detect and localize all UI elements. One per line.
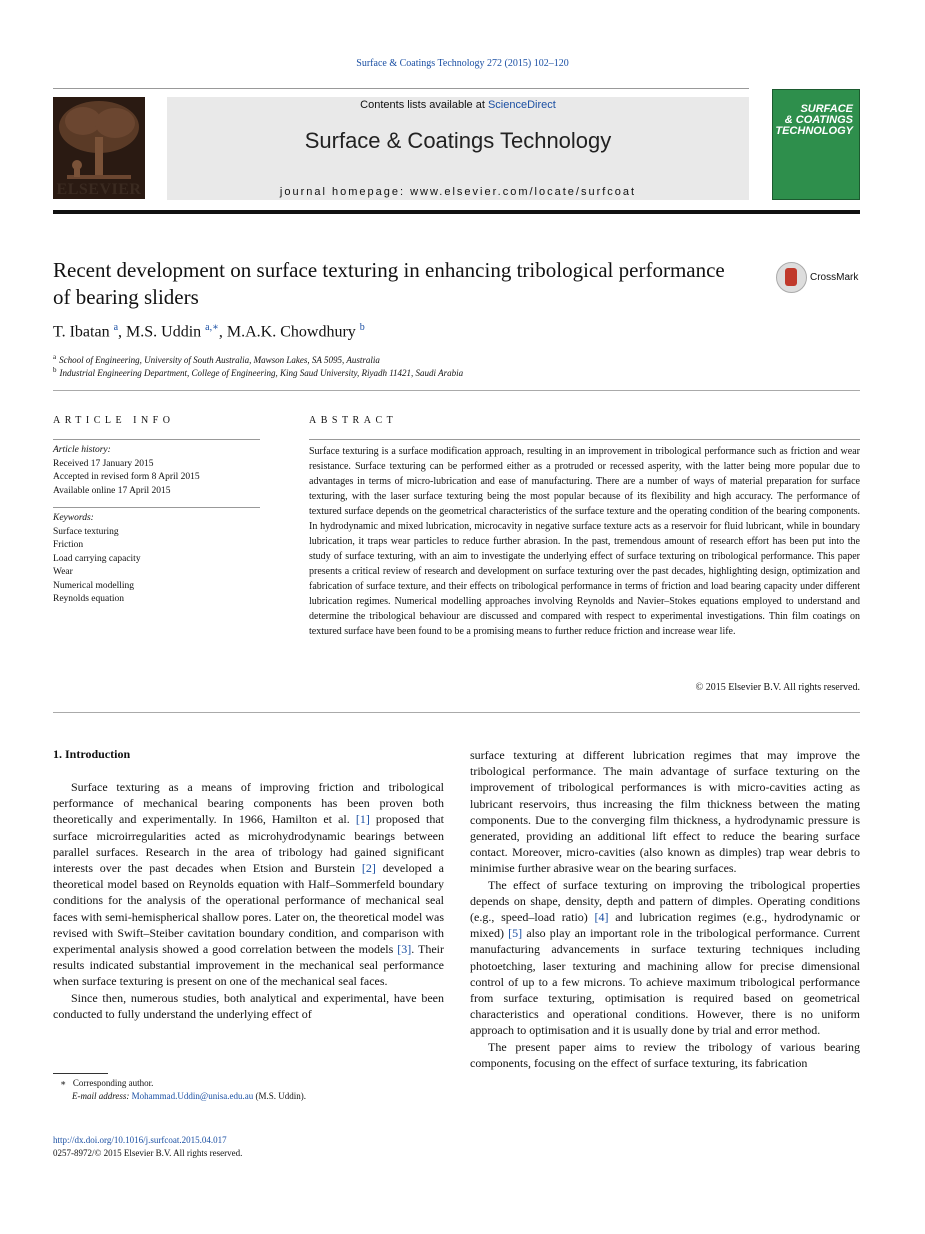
- author-affiliation-sup[interactable]: b: [359, 322, 365, 333]
- divider: [53, 712, 860, 713]
- cover-title: [773, 104, 853, 137]
- affiliation-key: a: [53, 353, 57, 361]
- body-paragraph: Surface texturing as a means of improving friction and tribological performance of mechanical bearing components has been proven both theoretically and experimentally. In 1966, Hamilton et al. [1] proposed that surface microirregularities acted as microhydrodynamic bearings between parallel surfaces. Research in the area of tribology had gained significant interests over the past decades when Etsion and Burstein [2] developed a theoretical model based on Reynolds equation with Half–Sommerfeld boundary conditions for the analysis of the operational performance of mechanical seal faces with semi-hemispherical shallow pores. Later on, the theoretical model was revised with Swift–Steiber cavitation boundary condition, and comparison with experimental analysis showed a good correlation between the models [3]. Their results indicated substantial improvement in the mechanical seal performance when surface texturing is present on one of the mechanical seal faces.: [53, 780, 445, 989]
- abstract-heading: ABSTRACT: [309, 415, 398, 426]
- history-item: Accepted in revised form 8 April 2015: [53, 472, 200, 482]
- body-paragraph: Since then, numerous studies, both analytical and experimental, have been conducted to fully understand the underlying effect of: [53, 990, 444, 1021]
- citation-link[interactable]: [2]: [361, 861, 376, 876]
- affiliation-a: [53, 353, 380, 365]
- email-note: E-mail address: Mohammad.Uddin@unisa.edu.au (M.S. Uddin).: [72, 1091, 306, 1101]
- elsevier-wordmark: ELSEVIER: [56, 181, 142, 198]
- crossmark-button[interactable]: [776, 262, 860, 294]
- keyword-item: Load carrying capacity: [53, 553, 141, 564]
- journal-title: Surface & Coatings Technology: [304, 128, 612, 153]
- cover-title-line: SURFACE: [800, 103, 853, 115]
- keyword-item: Friction: [53, 540, 84, 550]
- crossmark-label: CrossMark: [810, 272, 859, 283]
- author-affiliation-sup[interactable]: a,∗: [205, 322, 219, 333]
- journal-reference-link[interactable]: Surface & Coatings Technology 272 (2015) 102–120: [356, 58, 569, 69]
- corresponding-author-note: ∗ Corresponding author.: [60, 1078, 154, 1088]
- affiliation-text: School of Engineering, University of South Australia, Mawson Lakes, SA 5095, Australia: [59, 355, 380, 365]
- divider: [53, 390, 860, 391]
- keyword-item: Reynolds equation: [53, 594, 124, 604]
- author-email-link[interactable]: Mohammad.Uddin@unisa.edu.au: [131, 1091, 254, 1101]
- sciencedirect-link[interactable]: ScienceDirect: [487, 99, 556, 111]
- affiliation-key: b: [53, 366, 57, 374]
- footnote-rule: [53, 1073, 108, 1074]
- author-name: M.S. Uddin: [126, 323, 202, 341]
- cover-title-line: TECHNOLOGY: [775, 125, 853, 137]
- keyword-item: Wear: [53, 567, 73, 577]
- elsevier-tree-icon: [53, 97, 145, 183]
- author-name: M.A.K. Chowdhury: [226, 323, 356, 341]
- elsevier-logo: [53, 97, 145, 199]
- crossmark-icon: [776, 262, 807, 293]
- keywords: [53, 512, 260, 607]
- author-affiliation-sup[interactable]: a: [113, 322, 119, 333]
- keyword-item: Numerical modelling: [53, 580, 134, 591]
- contents-line: [167, 99, 749, 111]
- history-item: Received 17 January 2015: [53, 458, 154, 469]
- citation-link[interactable]: [1]: [355, 812, 370, 827]
- author-list: T. Ibatan $^a$, M.S. Uddin $^{a,∗}$, M.A.K. Chowdhury $^b$: [53, 322, 365, 341]
- affiliation-text: Industrial Engineering Department, College of Engineering, King Saud University, Riyadh 11421, Saudi Arabia: [59, 368, 464, 378]
- header-top-rule: [53, 88, 749, 89]
- journal-homepage[interactable]: journal homepage: www.elsevier.com/locate/surfcoat: [279, 186, 637, 198]
- article-history: [53, 444, 260, 498]
- issn-copyright: 0257-8972/© 2015 Elsevier B.V. All rights reserved.: [53, 1148, 243, 1158]
- section-heading: 1. Introduction: [53, 747, 131, 761]
- citation-link[interactable]: [4]: [594, 910, 609, 925]
- citation-link[interactable]: [3]: [397, 942, 412, 957]
- cover-title-line: & COATINGS: [784, 114, 853, 126]
- header-thick-rule: [53, 210, 860, 214]
- contents-prefix: Contents lists available at: [360, 99, 488, 111]
- abstract-text: Surface texturing is a surface modification approach, resulting in an improvement in tribological performance such as friction and wear resistance. Surface texturing can be performed either as a protruded or recessed asperity, with the latter being more popular due to advantages in terms of micro-lubrication and ease of manufacturing. There are a number of ways of material preparation for surface texturing, with the laser surface texturing being the most popular because of its flexibility and high accuracy. The performance of textured surface depends on the geometrical characteristics of the surface texture and the operating condition of the bearing components. In hydrodynamic and mixed lubrication, microcavity in negative surface texture acts as a reservoir for fluid lubricant, while in boundary lubrication, it traps wear particles to reduce further abrasion. In the past, tremendous amount of research effort has been put into the study of surface texturing, with an aim to investigate the underlying effect of surface texturing on tribological performance. This paper presents a critical review of research and development on surface texturing over the past decades, highlighting design, optimization and fabrication of surface texture, and their effects on tribological performance in terms of friction and load bearing capacity under different lubrication regimes. Numerical modelling approaches involving Reynolds and Navier–Stokes equations employed to understand and determine the tribological behaviour are discussed and compared with respect to experimental investigations. Thin film coatings on textured surface have been found to be a promising means to further reduce friction and increase wear life.: [309, 446, 860, 637]
- body-paragraph: The effect of surface texturing on improving the tribological properties depends on shape, density, depth and pattern of dimples. Operating conditions (e.g., speed–load ratio) [4] and lubrication regimes (e.g., hydrodynamic or mixed) [5] also play an important role in the tribological performance. Current manufacturing advancements in surface texturing techniques including photoetching, laser texturing and machining allow for precise dimensional control of up to a few microns. To achieve maximum tribological performance from surface texturing, optimisation is required based on geometrical characteristics and operational conditions. However, there is no uniform approach to optimisation and it is usually done by trial and error method.: [470, 877, 860, 1038]
- author-name: T. Ibatan: [53, 323, 110, 341]
- divider: [53, 439, 260, 440]
- history-label: Article history:: [53, 445, 111, 455]
- divider: [309, 439, 860, 440]
- article-info-heading: ARTICLE INFO: [53, 415, 175, 426]
- citation-link[interactable]: [5]: [508, 926, 523, 941]
- doi-link[interactable]: http://dx.doi.org/10.1016/j.surfcoat.2015.04.017: [53, 1135, 227, 1145]
- body-paragraph: The present paper aims to review the tribology of various bearing components, focusing on the effect of surface texturing, its fabrication: [470, 1039, 860, 1070]
- journal-cover-image: [772, 89, 860, 200]
- body-column-left: [53, 779, 444, 1022]
- keywords-label: Keywords:: [53, 513, 94, 523]
- divider: [53, 507, 260, 508]
- keyword-item: Surface texturing: [53, 526, 119, 537]
- body-column-right: [470, 747, 860, 1071]
- history-item: Available online 17 April 2015: [53, 485, 171, 496]
- affiliation-b: [53, 366, 463, 378]
- body-paragraph: surface texturing at different lubrication regimes that may improve the tribological performance. The main advantage of surface texturing on the improvement of tribological performances is with micro-cavities acting as lubricant reservoirs, thus increasing the film thickness between the mating components. Due to the converging film thickness, a hydrodynamic pressure is generated, providing an additional lift effect to reduce the bearing surface contact. Moreover, micro-cavities (also known as dimples) trap wear debris to minimise further abrasive wear on the bearing surfaces.: [470, 748, 860, 876]
- article-title: Recent development on surface texturing in enhancing tribological performance of bearing sliders: [53, 258, 725, 309]
- abstract-copyright: © 2015 Elsevier B.V. All rights reserved.: [695, 682, 860, 693]
